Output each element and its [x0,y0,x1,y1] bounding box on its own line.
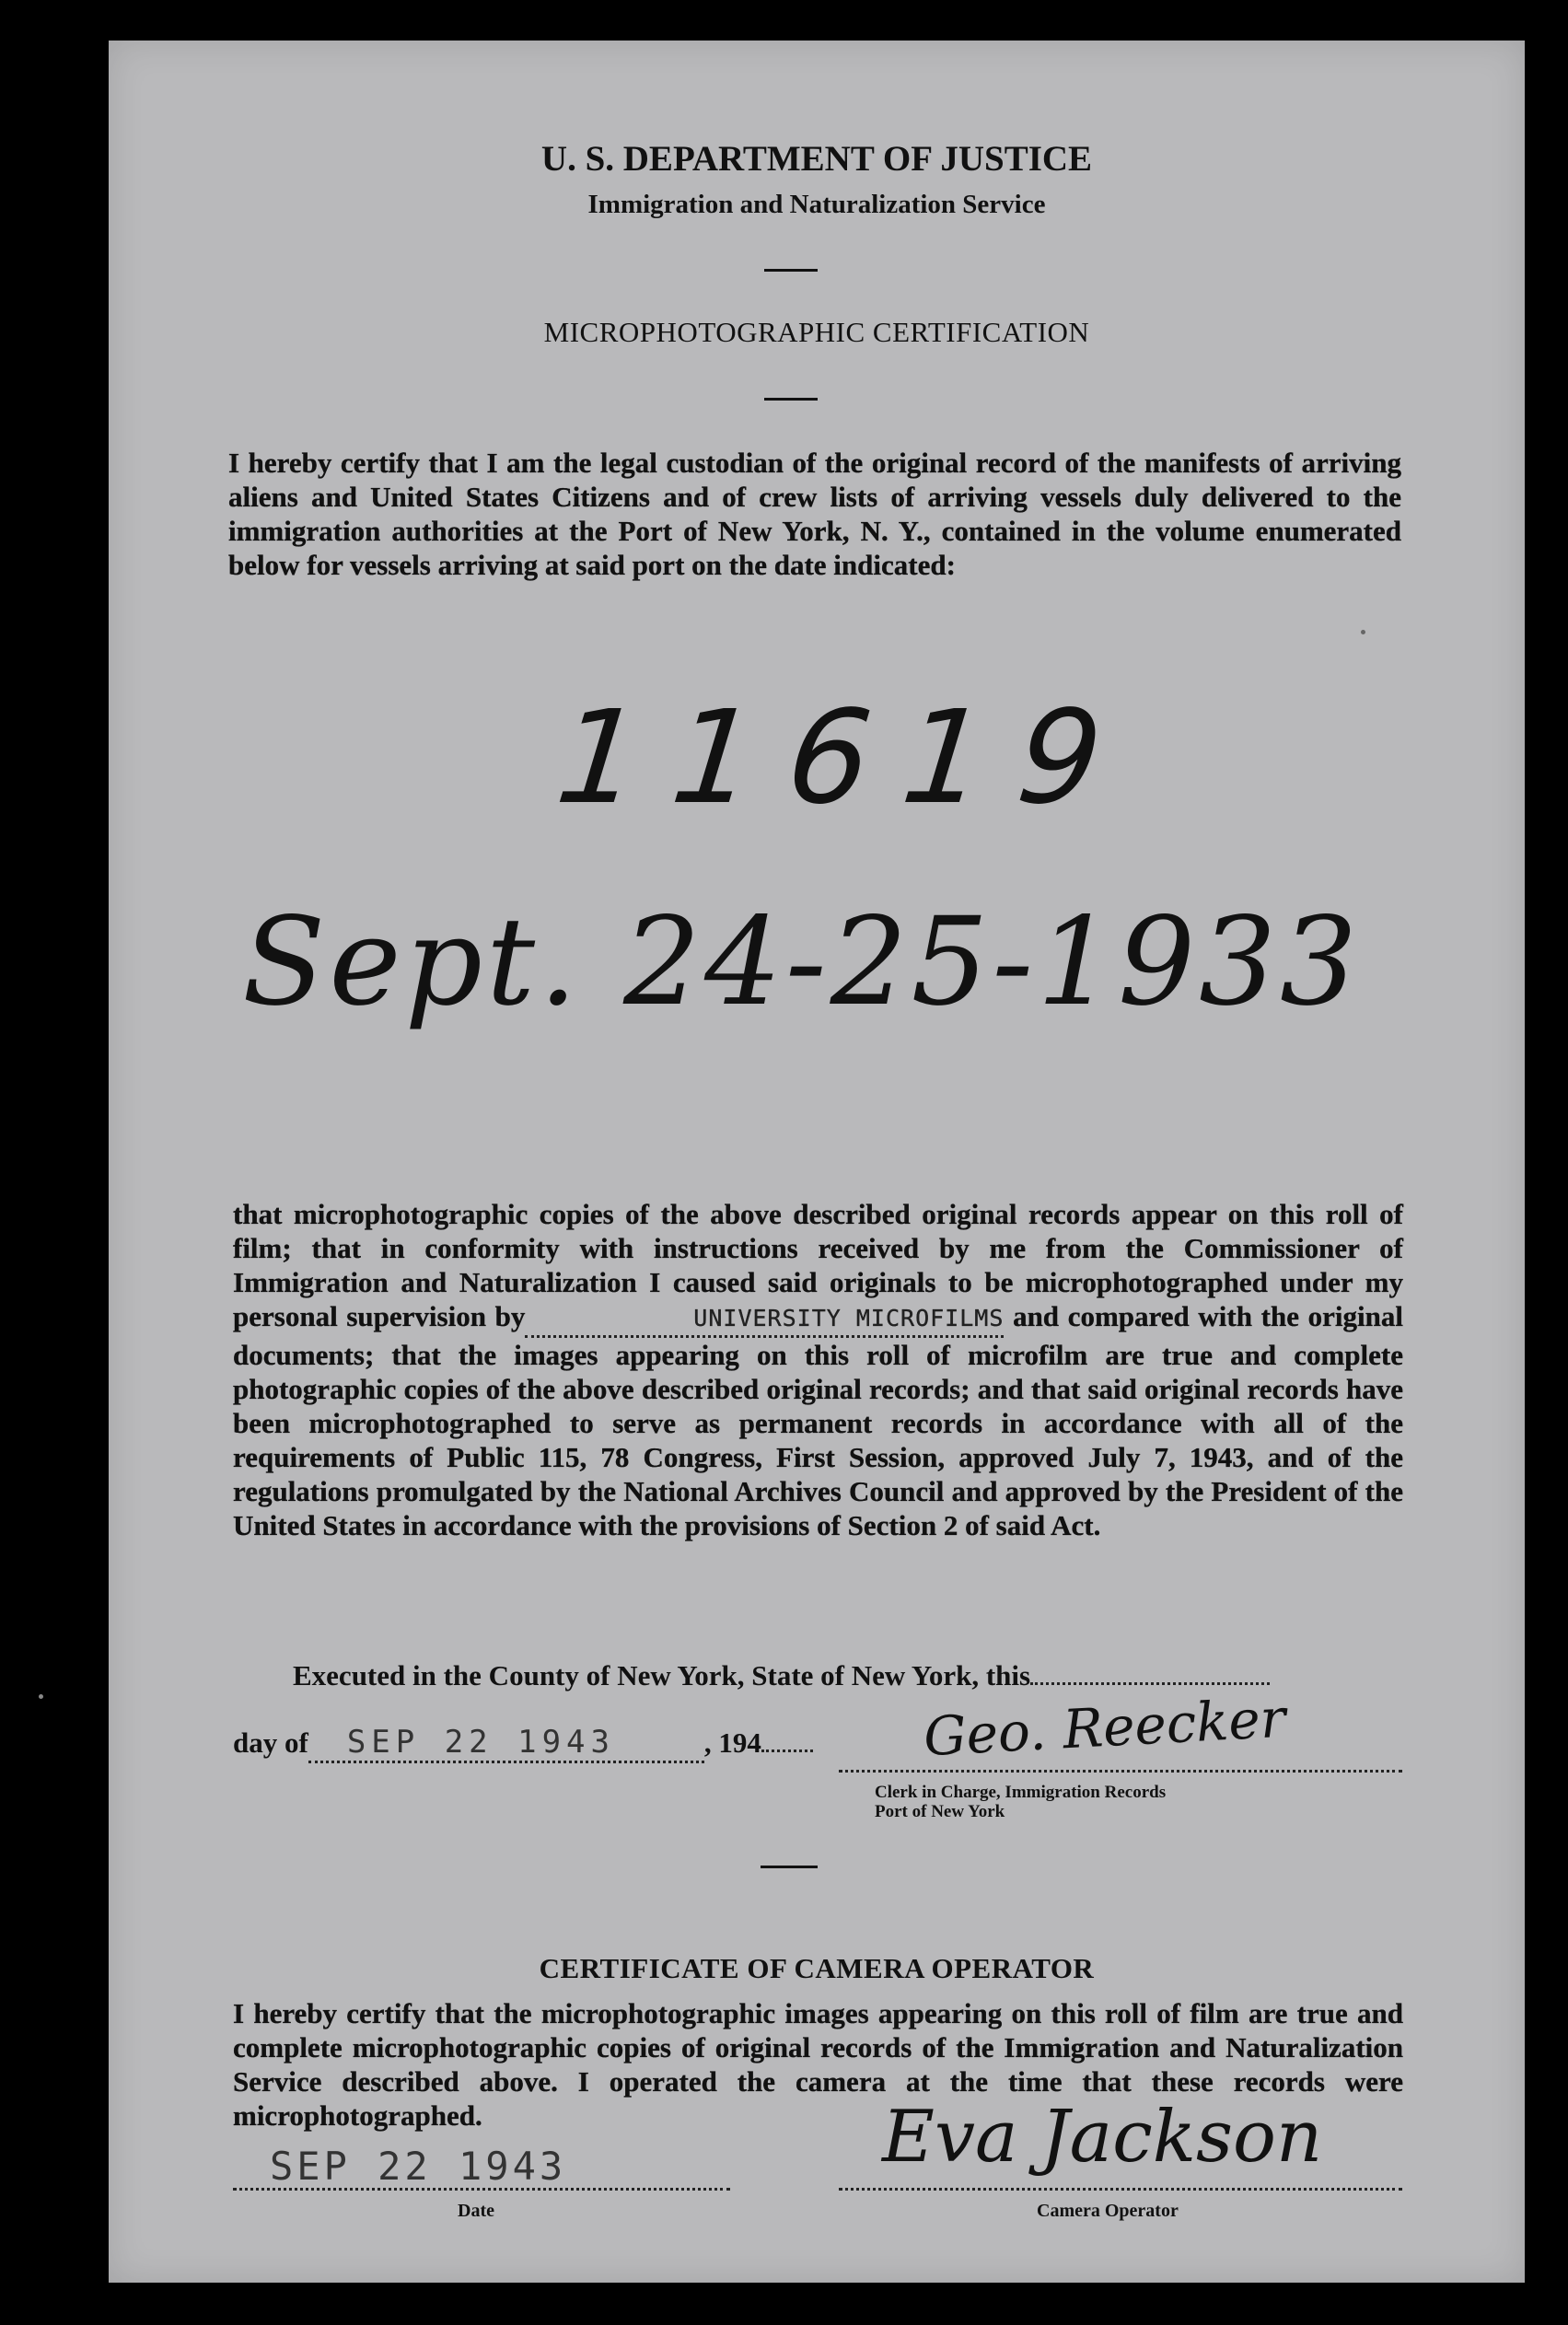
certificate-document [109,41,1525,2283]
day-of-stamp: SEP 22 1943 [346,1724,615,1761]
operator-label: Camera Operator [1037,2201,1179,2221]
section-divider [761,1866,818,1868]
clerk-signature: Geo. Reecker [922,1686,1287,1769]
film-speck-outer [39,1694,43,1699]
film-speck [1361,630,1365,634]
certification-body-part2: and compared with the original documents; that the images appearing on this roll of microfilm are true and complete photographic copies of the above described original records; and that said original records have been microphotographed to serve as permanent records in accordance with all of the requirements of Public 115, 78 Congress, First Session, approved July 7, 1943, and of the regulations promulgated by the National Archives Council and approved by the President of the United States in accordance with the provisions of Section 2 of said Act. [233,1300,1404,1541]
handwritten-date: Sept. 24-25-1933 [242,891,1362,1033]
clerk-caption [875,1783,1166,1821]
executed-text: Executed in the County of New York, State of New York, this [293,1659,1031,1691]
microfilmer-fill [525,1299,1004,1338]
operator-signature-line [839,2188,1402,2191]
certification-intro: I hereby certify that I am the legal custodian of the original record of the manifests of arriving aliens and United States Citizens and of crew lists of arriving vessels duly delivered to the immigration authorities at the Port of New York, N. Y., contained in the volume enumerated below for vessels arriving at said port on the date indicated: [228,447,1401,581]
date-line [233,2188,730,2191]
service-subtitle: Immigration and Naturalization Service [587,190,1046,219]
title-divider [764,398,818,401]
operator-signature: Eva Jackson [882,2096,1323,2179]
clerk-caption-line1: Clerk in Charge, Immigration Records [875,1783,1167,1802]
year-fill [761,1750,813,1752]
day-of-label: day of [233,1726,308,1759]
executed-line [293,1659,1270,1692]
clerk-signature-line [839,1770,1402,1773]
department-title: U. S. DEPARTMENT OF JUSTICE [540,139,1093,179]
handwritten-roll-number: 11619 [550,683,1142,833]
certification-title: MICROPHOTOGRAPHIC CERTIFICATION [543,316,1090,348]
year-prefix: , 194 [703,1726,761,1759]
certification-body-part1: that microphotographic copies of the above described original records appear on this roll of film; that in conformity with instructions received by me from the Commissioner of Immigration and Naturalization I caused said originals to be microphotographed under my personal supervision by [233,1198,1403,1332]
date-label: Date [458,2201,494,2221]
camera-certificate-title: CERTIFICATE OF CAMERA OPERATOR [539,1952,1095,1984]
executed-fill [1030,1682,1270,1685]
date-stamp: SEP 22 1943 [270,2144,567,2189]
certification-body [233,1197,1403,1542]
day-of-fill [308,1724,704,1763]
day-of-line [233,1724,813,1763]
clerk-caption-line2: Port of New York [875,1802,1005,1821]
header-divider [764,269,818,272]
camera-certificate-body: I hereby certify that the microphotographic images appearing on this roll of film are true and complete microphotographic copies of original records of the Immigration and Naturalization Service described above. I operated the camera at the time that these records were microphotographed. [233,1997,1403,2132]
microfilmer-name: UNIVERSITY MICROFILMS [693,1305,1005,1331]
